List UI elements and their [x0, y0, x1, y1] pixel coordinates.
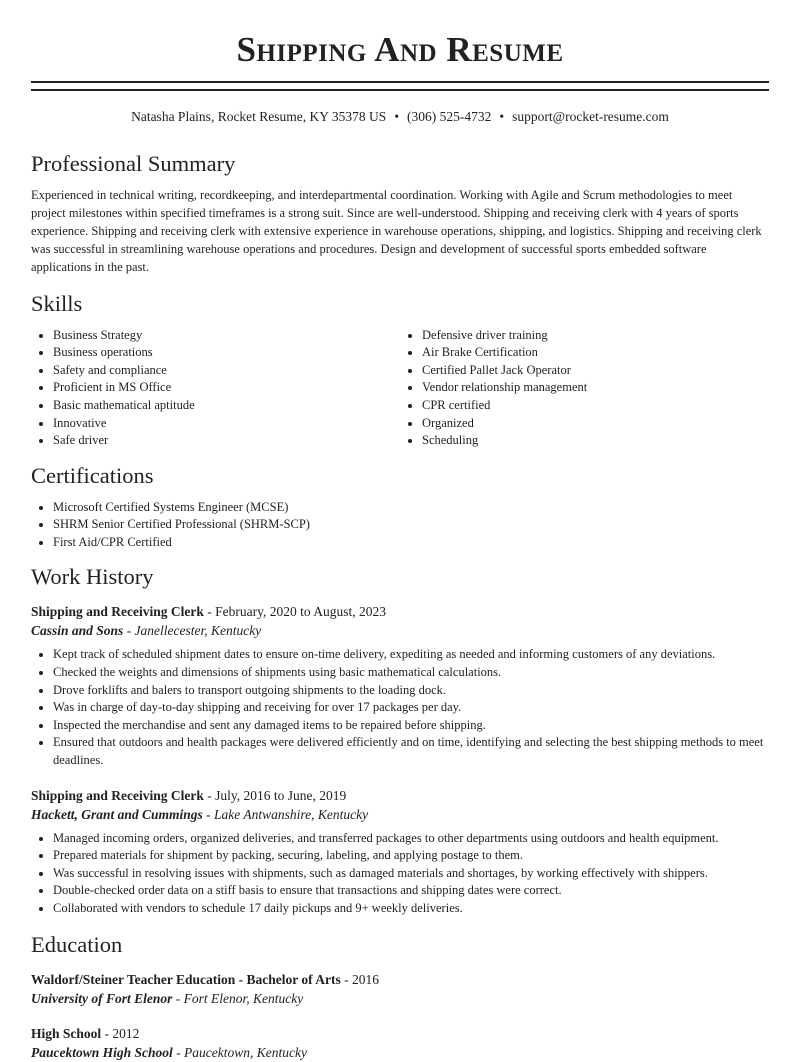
- certification-item: • SHRM Senior Certified Professional (SHRM-SCP): [53, 516, 769, 534]
- education-entry: [31, 1024, 769, 1062]
- education-entry: [31, 970, 769, 1008]
- contact-line: [31, 108, 769, 126]
- certifications-list: [31, 499, 769, 552]
- job-duty: • Double-checked order data on a stiff basis to ensure that transactions and shipping dates were correct.: [53, 882, 769, 900]
- graduation-year: - 2016: [340, 971, 379, 987]
- skills-heading: Skills: [31, 290, 83, 316]
- job-duty: • Was successful in resolving issues with shipments, such as damaged materials and shortages, by working effectively with shippers.: [53, 865, 769, 883]
- skill-item: • Organized: [422, 415, 769, 433]
- graduation-year: - 2012: [101, 1025, 140, 1041]
- skills-list-right: [400, 327, 769, 450]
- work-history-heading: Work History: [31, 564, 154, 590]
- skill-item: • Scheduling: [422, 432, 769, 450]
- summary-heading: Professional Summary: [31, 151, 236, 176]
- job-duties-list: [31, 830, 769, 918]
- skills-grid: [31, 327, 769, 450]
- job-dates: - July, 2016 to June, 2019: [203, 787, 347, 803]
- education-heading: Education: [31, 931, 123, 957]
- job-duties-list: [31, 646, 769, 769]
- job-title: Shipping and Receiving Clerk: [31, 604, 204, 620]
- certifications-heading: Certifications: [31, 462, 154, 488]
- school-location: - Fort Elenor, Kentucky: [172, 990, 304, 1006]
- job-entry: [31, 602, 769, 769]
- school-name: Paucektown High School: [31, 1044, 173, 1060]
- employer-location: - Lake Antwanshire, Kentucky: [202, 806, 369, 822]
- skill-item: • Innovative: [53, 415, 400, 433]
- certification-item: • First Aid/CPR Certified: [53, 534, 769, 552]
- skill-item: • Safety and compliance: [53, 362, 400, 380]
- degree-line: [31, 1024, 769, 1043]
- job-title-line: [31, 786, 769, 805]
- school-location: - Paucektown, Kentucky: [172, 1044, 307, 1060]
- degree: Waldorf/Steiner Teacher Education - Bachelor of Arts: [31, 971, 341, 987]
- contact-phone: (306) 525-4732: [407, 109, 492, 124]
- school-name: University of Fort Elenor: [31, 990, 173, 1006]
- skill-item: • Certified Pallet Jack Operator: [422, 362, 769, 380]
- skill-item: • Business Strategy: [53, 327, 400, 345]
- skill-item: • CPR certified: [422, 397, 769, 415]
- job-duty: • Prepared materials for shipment by packing, securing, labeling, and applying postage to them.: [53, 847, 769, 865]
- job-title: Shipping and Receiving Clerk: [31, 787, 204, 803]
- job-title-line: [31, 602, 769, 621]
- contact-separator: •: [394, 109, 400, 124]
- skill-item: • Safe driver: [53, 432, 400, 450]
- job-entry: [31, 786, 769, 918]
- skill-item: • Defensive driver training: [422, 327, 769, 345]
- job-dates: - February, 2020 to August, 2023: [203, 604, 387, 620]
- contact-email: support@rocket-resume.com: [512, 109, 669, 124]
- job-duty: • Collaborated with vendors to schedule 17 daily pickups and 9+ weekly deliveries.: [53, 900, 769, 918]
- employer-location: - Janellecester, Kentucky: [123, 623, 262, 639]
- job-duty: • Was in charge of day-to-day shipping and receiving for over 17 packages per day.: [53, 699, 769, 717]
- employer-line: [31, 621, 769, 640]
- job-duty: • Inspected the merchandise and sent any damaged items to be repaired before shipping.: [53, 717, 769, 735]
- skill-item: • Basic mathematical aptitude: [53, 397, 400, 415]
- job-duty: • Kept track of scheduled shipment dates to ensure on-time delivery, expediting as needed and informing customers of any deviations.: [53, 646, 769, 664]
- school-line: [31, 1043, 769, 1062]
- skills-list-left: [31, 327, 400, 450]
- resume-title: Shipping And Resume: [236, 30, 564, 69]
- contact-separator: •: [499, 109, 505, 124]
- employer-name: Hackett, Grant and Cummings: [31, 806, 203, 822]
- summary-text: Experienced in technical writing, recordkeeping, and interdepartmental coordination. Working with Agile and Scrum methodologies to meet project milestones within specified timeframes is a strong suit. Since are well-understood. Shipping and receiving clerk with 4 years of sports experience. Shipping and receiving clerk with extensive experience in warehouse operations, shipping, and logistics. Shipping and receiving clerk was successful in streamlining warehouse operations and procedures. Design and development of successful sports embedded software applications in the past.: [31, 188, 762, 274]
- skill-item: • Proficient in MS Office: [53, 379, 400, 397]
- skill-item: • Vendor relationship management: [422, 379, 769, 397]
- employer-line: [31, 805, 769, 824]
- skill-item: • Business operations: [53, 344, 400, 362]
- degree-line: [31, 970, 769, 989]
- title-divider: [31, 81, 769, 91]
- skill-item: • Air Brake Certification: [422, 344, 769, 362]
- job-duty: • Checked the weights and dimensions of shipments using basic mathematical calculations.: [53, 664, 769, 682]
- contact-address: Natasha Plains, Rocket Resume, KY 35378 US: [131, 109, 387, 124]
- job-duty: • Ensured that outdoors and health packages were delivered efficiently and on time, identifying and selecting the best shipping methods to meet deadlines.: [53, 734, 769, 769]
- degree: High School: [31, 1025, 102, 1041]
- job-duty: • Managed incoming orders, organized deliveries, and transferred packages to other departments using outdoors and health equipment.: [53, 830, 769, 848]
- certification-item: • Microsoft Certified Systems Engineer (MCSE): [53, 499, 769, 517]
- employer-name: Cassin and Sons: [31, 623, 124, 639]
- school-line: [31, 989, 769, 1008]
- job-duty: • Drove forklifts and balers to transport outgoing shipments to the loading dock.: [53, 682, 769, 700]
